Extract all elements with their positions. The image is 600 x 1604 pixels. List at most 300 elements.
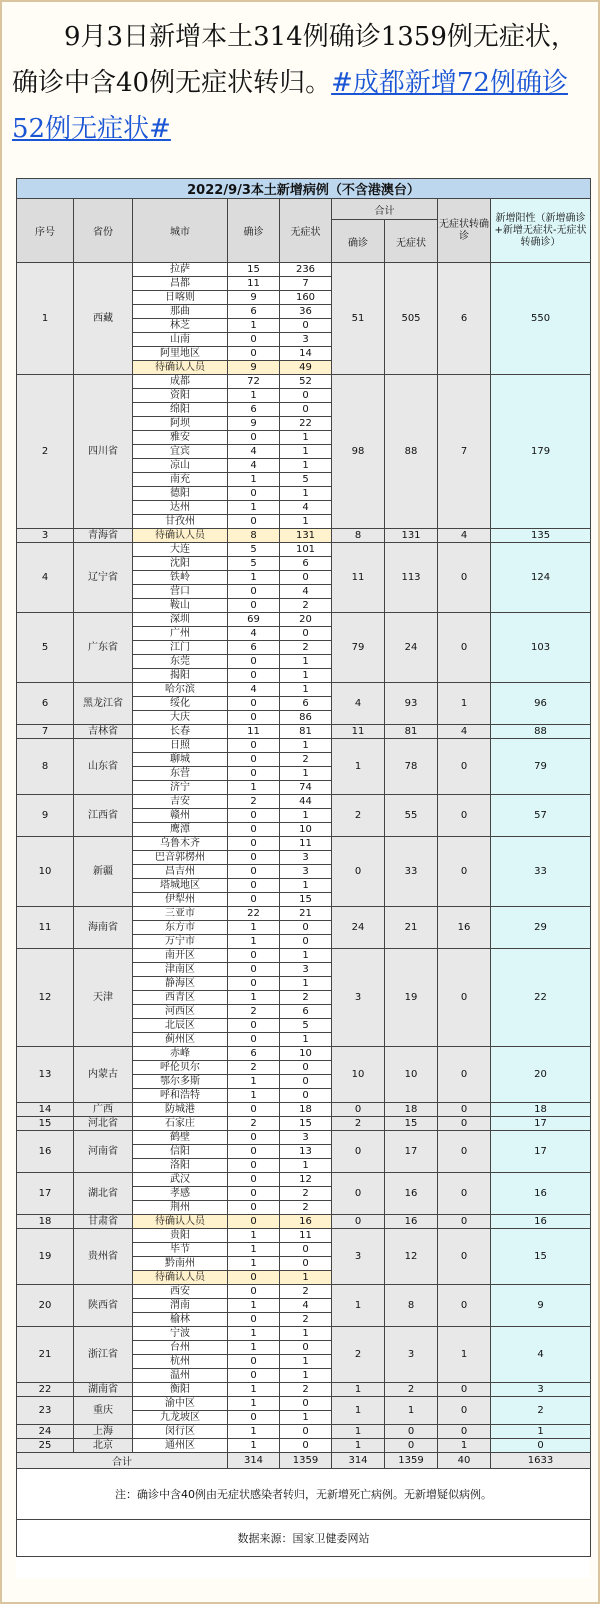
total-asymptomatic-cell: 16	[385, 1215, 438, 1229]
asymptomatic-cell: 0	[280, 1243, 332, 1257]
city-cell: 毕节	[133, 1243, 228, 1257]
confirmed-cell: 0	[228, 949, 280, 963]
total-confirmed-cell: 1	[332, 1285, 385, 1327]
province-cell: 青海省	[74, 529, 133, 543]
province-cell: 山东省	[74, 739, 133, 795]
seq-cell: 4	[17, 543, 74, 613]
asymptomatic-cell: 0	[280, 1075, 332, 1089]
total-confirmed-cell: 24	[332, 907, 385, 949]
seq-cell: 12	[17, 949, 74, 1047]
table-row	[17, 1117, 591, 1131]
asymptomatic-cell: 16	[280, 1215, 332, 1229]
net-positive-cell: 17	[491, 1131, 591, 1173]
city-cell: 榆林	[133, 1313, 228, 1327]
asymptomatic-cell: 13	[280, 1145, 332, 1159]
total-asymptomatic-cell: 78	[385, 739, 438, 795]
asymptomatic-cell: 22	[280, 417, 332, 431]
confirmed-cell: 0	[228, 837, 280, 851]
city-cell: 石家庄	[133, 1117, 228, 1131]
confirmed-cell: 0	[228, 1215, 280, 1229]
city-cell: 洛阳	[133, 1159, 228, 1173]
city-cell: 伊犁州	[133, 893, 228, 907]
asymptomatic-cell: 1	[280, 809, 332, 823]
city-cell: 西安	[133, 1285, 228, 1299]
total-asymptomatic-cell: 24	[385, 613, 438, 683]
confirmed-cell: 0	[228, 739, 280, 753]
net-positive-cell: 16	[491, 1215, 591, 1229]
asymptomatic-cell: 1	[280, 1327, 332, 1341]
city-cell: 铁岭	[133, 571, 228, 585]
city-cell: 鹤壁	[133, 1131, 228, 1145]
confirmed-cell: 0	[228, 697, 280, 711]
city-cell: 荆州	[133, 1201, 228, 1215]
table-source: 数据来源：国家卫健委网站	[17, 1520, 591, 1557]
province-cell: 陕西省	[74, 1285, 133, 1327]
city-cell: 沈阳	[133, 557, 228, 571]
seq-cell: 2	[17, 375, 74, 529]
asymptomatic-cell: 2	[280, 641, 332, 655]
total-confirmed-cell: 3	[332, 949, 385, 1047]
city-cell: 台州	[133, 1341, 228, 1355]
table-row	[17, 543, 591, 557]
table-body	[17, 263, 591, 1453]
asymptomatic-cell: 5	[280, 1019, 332, 1033]
province-cell: 吉林省	[74, 725, 133, 739]
headline-text: 9月3日新增本土314例确诊1359例无症状，确诊中含40例无症状转归。	[12, 22, 577, 98]
net-positive-cell: 88	[491, 725, 591, 739]
converted-cell: 0	[438, 795, 491, 837]
city-cell: 塔城地区	[133, 879, 228, 893]
total-confirmed-cell: 11	[332, 725, 385, 739]
asymptomatic-cell: 11	[280, 1229, 332, 1243]
asymptomatic-cell: 86	[280, 711, 332, 725]
city-cell: 大庆	[133, 711, 228, 725]
city-cell: 德阳	[133, 487, 228, 501]
asymptomatic-cell: 0	[280, 1439, 332, 1453]
city-cell: 南开区	[133, 949, 228, 963]
confirmed-cell: 0	[228, 669, 280, 683]
province-cell: 辽宁省	[74, 543, 133, 613]
city-cell: 达州	[133, 501, 228, 515]
asymptomatic-cell: 0	[280, 921, 332, 935]
totals-asymptomatic: 1359	[280, 1453, 332, 1469]
city-cell: 渭南	[133, 1299, 228, 1313]
confirmed-cell: 2	[228, 1061, 280, 1075]
asymptomatic-cell: 0	[280, 935, 332, 949]
confirmed-cell: 6	[228, 305, 280, 319]
city-cell: 长春	[133, 725, 228, 739]
city-cell: 宜宾	[133, 445, 228, 459]
confirmed-cell: 0	[228, 1355, 280, 1369]
table-row	[17, 1439, 591, 1453]
converted-cell: 4	[438, 529, 491, 543]
header-province: 省份	[74, 199, 133, 263]
confirmed-cell: 0	[228, 431, 280, 445]
net-positive-cell: 17	[491, 1117, 591, 1131]
header-converted: 无症状转确诊	[438, 199, 491, 263]
total-confirmed-cell: 2	[332, 1327, 385, 1383]
confirmed-cell: 0	[228, 711, 280, 725]
city-cell: 乌鲁木齐	[133, 837, 228, 851]
city-cell: 雅安	[133, 431, 228, 445]
city-cell: 吉安	[133, 795, 228, 809]
confirmed-cell: 1	[228, 1299, 280, 1313]
totals-confirmed: 314	[228, 1453, 280, 1469]
confirmed-cell: 1	[228, 1229, 280, 1243]
city-cell: 昌吉州	[133, 865, 228, 879]
table-row	[17, 375, 591, 389]
city-cell: 绵阳	[133, 403, 228, 417]
converted-cell: 0	[438, 1383, 491, 1397]
total-confirmed-cell: 10	[332, 1047, 385, 1103]
confirmed-cell: 1	[228, 1257, 280, 1271]
asymptomatic-cell: 3	[280, 963, 332, 977]
confirmed-cell: 0	[228, 1271, 280, 1285]
confirmed-cell: 1	[228, 921, 280, 935]
confirmed-cell: 0	[228, 823, 280, 837]
header-total-asymptomatic: 无症状	[385, 220, 438, 263]
total-asymptomatic-cell: 113	[385, 543, 438, 613]
asymptomatic-cell: 0	[280, 389, 332, 403]
city-cell: 西青区	[133, 991, 228, 1005]
asymptomatic-cell: 5	[280, 473, 332, 487]
asymptomatic-cell: 4	[280, 501, 332, 515]
converted-cell: 0	[438, 1229, 491, 1285]
converted-cell: 0	[438, 613, 491, 683]
converted-cell: 1	[438, 1327, 491, 1383]
converted-cell: 0	[438, 1397, 491, 1425]
total-confirmed-cell: 3	[332, 1229, 385, 1285]
confirmed-cell: 9	[228, 417, 280, 431]
confirmed-cell: 1	[228, 1243, 280, 1257]
total-confirmed-cell: 51	[332, 263, 385, 375]
province-cell: 内蒙古	[74, 1047, 133, 1103]
province-cell: 天津	[74, 949, 133, 1047]
asymptomatic-cell: 10	[280, 1047, 332, 1061]
converted-cell: 7	[438, 375, 491, 529]
asymptomatic-cell: 15	[280, 893, 332, 907]
city-cell: 温州	[133, 1369, 228, 1383]
total-confirmed-cell: 1	[332, 1383, 385, 1397]
header-asymptomatic: 无症状	[280, 199, 332, 263]
table-row	[17, 1103, 591, 1117]
asymptomatic-cell: 18	[280, 1103, 332, 1117]
city-cell: 黔南州	[133, 1257, 228, 1271]
asymptomatic-cell: 0	[280, 571, 332, 585]
confirmed-cell: 1	[228, 1341, 280, 1355]
asymptomatic-cell: 2	[280, 1201, 332, 1215]
net-positive-cell: 33	[491, 837, 591, 907]
confirmed-cell: 1	[228, 1327, 280, 1341]
confirmed-cell: 1	[228, 473, 280, 487]
city-cell: 静海区	[133, 977, 228, 991]
seq-cell: 6	[17, 683, 74, 725]
city-cell: 防城港	[133, 1103, 228, 1117]
asymptomatic-cell: 3	[280, 333, 332, 347]
confirmed-cell: 0	[228, 767, 280, 781]
total-confirmed-cell: 4	[332, 683, 385, 725]
province-cell: 浙江省	[74, 1327, 133, 1383]
seq-cell: 16	[17, 1131, 74, 1173]
asymptomatic-cell: 1	[280, 767, 332, 781]
asymptomatic-cell: 0	[280, 627, 332, 641]
total-asymptomatic-cell: 0	[385, 1425, 438, 1439]
confirmed-cell: 0	[228, 1313, 280, 1327]
confirmed-cell: 1	[228, 1439, 280, 1453]
confirmed-cell: 0	[228, 977, 280, 991]
total-confirmed-cell: 79	[332, 613, 385, 683]
total-confirmed-cell: 0	[332, 1131, 385, 1173]
city-cell: 那曲	[133, 305, 228, 319]
city-cell: 待确认人员	[133, 1271, 228, 1285]
asymptomatic-cell: 2	[280, 1285, 332, 1299]
converted-cell: 4	[438, 725, 491, 739]
city-cell: 孝感	[133, 1187, 228, 1201]
asymptomatic-cell: 3	[280, 1131, 332, 1145]
totals-net-positive: 1633	[491, 1453, 591, 1469]
total-confirmed-cell: 98	[332, 375, 385, 529]
net-positive-cell: 79	[491, 739, 591, 795]
city-cell: 鹰潭	[133, 823, 228, 837]
asymptomatic-cell: 2	[280, 1187, 332, 1201]
net-positive-cell: 103	[491, 613, 591, 683]
confirmed-cell: 0	[228, 1411, 280, 1425]
seq-cell: 17	[17, 1173, 74, 1215]
total-asymptomatic-cell: 16	[385, 1173, 438, 1215]
city-cell: 衡阳	[133, 1383, 228, 1397]
net-positive-cell: 96	[491, 683, 591, 725]
province-cell: 甘肃省	[74, 1215, 133, 1229]
asymptomatic-cell: 10	[280, 823, 332, 837]
confirmed-cell: 1	[228, 389, 280, 403]
asymptomatic-cell: 236	[280, 263, 332, 277]
asymptomatic-cell: 81	[280, 725, 332, 739]
asymptomatic-cell: 160	[280, 291, 332, 305]
table-row	[17, 1285, 591, 1299]
seq-cell: 3	[17, 529, 74, 543]
seq-cell: 23	[17, 1397, 74, 1425]
seq-cell: 19	[17, 1229, 74, 1285]
province-cell: 北京	[74, 1439, 133, 1453]
confirmed-cell: 4	[228, 683, 280, 697]
total-confirmed-cell: 2	[332, 795, 385, 837]
province-cell: 黑龙江省	[74, 683, 133, 725]
table-row	[17, 1215, 591, 1229]
net-positive-cell: 135	[491, 529, 591, 543]
table-row	[17, 1425, 591, 1439]
asymptomatic-cell: 1	[280, 1355, 332, 1369]
city-cell: 九龙坡区	[133, 1411, 228, 1425]
confirmed-cell: 0	[228, 809, 280, 823]
city-cell: 聊城	[133, 753, 228, 767]
city-cell: 大连	[133, 543, 228, 557]
city-cell: 凉山	[133, 459, 228, 473]
table-row	[17, 907, 591, 921]
total-confirmed-cell: 1	[332, 1439, 385, 1453]
net-positive-cell: 15	[491, 1229, 591, 1285]
header-total-group: 合计	[332, 199, 438, 220]
confirmed-cell: 1	[228, 991, 280, 1005]
total-asymptomatic-cell: 2	[385, 1383, 438, 1397]
confirmed-cell: 1	[228, 501, 280, 515]
city-cell: 信阳	[133, 1145, 228, 1159]
city-cell: 广州	[133, 627, 228, 641]
confirmed-cell: 1	[228, 1075, 280, 1089]
asymptomatic-cell: 1	[280, 1271, 332, 1285]
total-asymptomatic-cell: 12	[385, 1229, 438, 1285]
table-row	[17, 739, 591, 753]
asymptomatic-cell: 0	[280, 1089, 332, 1103]
net-positive-cell: 2	[491, 1397, 591, 1425]
total-asymptomatic-cell: 131	[385, 529, 438, 543]
seq-cell: 20	[17, 1285, 74, 1327]
converted-cell: 0	[438, 739, 491, 795]
seq-cell: 11	[17, 907, 74, 949]
seq-cell: 1	[17, 263, 74, 375]
total-confirmed-cell: 0	[332, 1103, 385, 1117]
asymptomatic-cell: 6	[280, 697, 332, 711]
city-cell: 揭阳	[133, 669, 228, 683]
total-confirmed-cell: 2	[332, 1117, 385, 1131]
asymptomatic-cell: 2	[280, 599, 332, 613]
net-positive-cell: 4	[491, 1327, 591, 1383]
asymptomatic-cell: 4	[280, 1299, 332, 1313]
confirmed-cell: 0	[228, 599, 280, 613]
city-cell: 贵阳	[133, 1229, 228, 1243]
asymptomatic-cell: 20	[280, 613, 332, 627]
city-cell: 津南区	[133, 963, 228, 977]
province-cell: 四川省	[74, 375, 133, 529]
table-row	[17, 795, 591, 809]
city-cell: 杭州	[133, 1355, 228, 1369]
city-cell: 阿坝	[133, 417, 228, 431]
total-confirmed-cell: 0	[332, 837, 385, 907]
city-cell: 绥化	[133, 697, 228, 711]
city-cell: 日喀则	[133, 291, 228, 305]
asymptomatic-cell: 6	[280, 557, 332, 571]
converted-cell: 0	[438, 1215, 491, 1229]
converted-cell: 1	[438, 1439, 491, 1453]
confirmed-cell: 9	[228, 291, 280, 305]
confirmed-cell: 0	[228, 655, 280, 669]
confirmed-cell: 6	[228, 641, 280, 655]
city-cell: 鄂尔多斯	[133, 1075, 228, 1089]
total-confirmed-cell: 1	[332, 739, 385, 795]
province-cell: 西藏	[74, 263, 133, 375]
province-cell: 新疆	[74, 837, 133, 907]
province-cell: 河北省	[74, 1117, 133, 1131]
city-cell: 三亚市	[133, 907, 228, 921]
net-positive-cell: 16	[491, 1173, 591, 1215]
asymptomatic-cell: 1	[280, 1033, 332, 1047]
total-asymptomatic-cell: 0	[385, 1439, 438, 1453]
province-cell: 重庆	[74, 1397, 133, 1425]
asymptomatic-cell: 7	[280, 277, 332, 291]
city-cell: 待确认人员	[133, 1215, 228, 1229]
asymptomatic-cell: 1	[280, 445, 332, 459]
province-cell: 广东省	[74, 613, 133, 683]
converted-cell: 0	[438, 1047, 491, 1103]
province-cell: 贵州省	[74, 1229, 133, 1285]
city-cell: 拉萨	[133, 263, 228, 277]
city-cell: 日照	[133, 739, 228, 753]
confirmed-cell: 0	[228, 515, 280, 529]
confirmed-cell: 0	[228, 1159, 280, 1173]
totals-total-asymptomatic: 1359	[385, 1453, 438, 1469]
city-cell: 闵行区	[133, 1425, 228, 1439]
seq-cell: 18	[17, 1215, 74, 1229]
confirmed-cell: 0	[228, 1285, 280, 1299]
city-cell: 江门	[133, 641, 228, 655]
city-cell: 山南	[133, 333, 228, 347]
net-positive-cell: 20	[491, 1047, 591, 1103]
confirmed-cell: 0	[228, 865, 280, 879]
confirmed-cell: 0	[228, 1369, 280, 1383]
seq-cell: 14	[17, 1103, 74, 1117]
table-row	[17, 529, 591, 543]
net-positive-cell: 29	[491, 907, 591, 949]
city-cell: 昌都	[133, 277, 228, 291]
total-asymptomatic-cell: 8	[385, 1285, 438, 1327]
header-confirmed: 确诊	[228, 199, 280, 263]
table-row	[17, 725, 591, 739]
asymptomatic-cell: 0	[280, 1061, 332, 1075]
asymptomatic-cell: 0	[280, 1257, 332, 1271]
confirmed-cell: 0	[228, 1173, 280, 1187]
asymptomatic-cell: 1	[280, 487, 332, 501]
province-cell: 上海	[74, 1425, 133, 1439]
converted-cell: 0	[438, 1285, 491, 1327]
seq-cell: 10	[17, 837, 74, 907]
asymptomatic-cell: 21	[280, 907, 332, 921]
confirmed-cell: 1	[228, 935, 280, 949]
table-row	[17, 1173, 591, 1187]
header-seq: 序号	[17, 199, 74, 263]
net-positive-cell: 9	[491, 1285, 591, 1327]
totals-row	[17, 1453, 591, 1469]
city-cell: 深圳	[133, 613, 228, 627]
hashtag-link[interactable]: #成都新增72例确诊52例无症状#	[12, 68, 568, 144]
seq-cell: 7	[17, 725, 74, 739]
seq-cell: 8	[17, 739, 74, 795]
confirmed-cell: 6	[228, 1047, 280, 1061]
total-asymptomatic-cell: 15	[385, 1117, 438, 1131]
asymptomatic-cell: 1	[280, 431, 332, 445]
net-positive-cell: 57	[491, 795, 591, 837]
net-positive-cell: 179	[491, 375, 591, 529]
asymptomatic-cell: 2	[280, 1313, 332, 1327]
seq-cell: 9	[17, 795, 74, 837]
asymptomatic-cell: 1	[280, 1411, 332, 1425]
asymptomatic-cell: 1	[280, 669, 332, 683]
confirmed-cell: 0	[228, 1187, 280, 1201]
total-asymptomatic-cell: 505	[385, 263, 438, 375]
confirmed-cell: 1	[228, 781, 280, 795]
confirmed-cell: 0	[228, 1201, 280, 1215]
city-cell: 南充	[133, 473, 228, 487]
total-confirmed-cell: 1	[332, 1425, 385, 1439]
case-table	[16, 178, 591, 1557]
confirmed-cell: 2	[228, 795, 280, 809]
asymptomatic-cell: 36	[280, 305, 332, 319]
confirmed-cell: 4	[228, 459, 280, 473]
confirmed-cell: 22	[228, 907, 280, 921]
confirmed-cell: 0	[228, 963, 280, 977]
net-positive-cell: 550	[491, 263, 591, 375]
asymptomatic-cell: 2	[280, 991, 332, 1005]
asymptomatic-cell: 1	[280, 683, 332, 697]
confirmed-cell: 0	[228, 851, 280, 865]
